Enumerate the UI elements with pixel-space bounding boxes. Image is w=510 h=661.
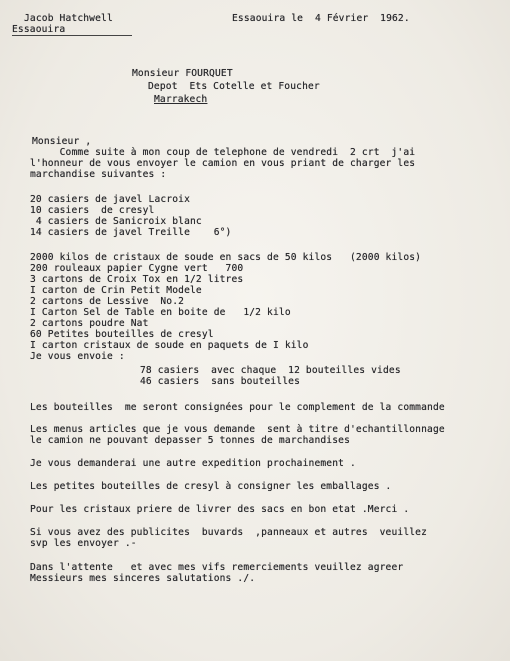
recipient-name: Monsieur FOURQUET bbox=[132, 68, 233, 79]
sender-name: Jacob Hatchwell bbox=[24, 13, 113, 24]
paragraph-line: Les menus articles que je vous demande sent à titre d'echantillonnage bbox=[30, 424, 445, 435]
paragraph-line: Les petites bouteilles de cresyl à consigner les emballages . bbox=[30, 481, 392, 492]
return-item: 78 casiers avec chaque 12 bouteilles vides bbox=[140, 365, 401, 376]
order-item: 200 rouleaux papier Cygne vert 700 bbox=[30, 263, 244, 274]
intro-line: marchandise suivantes : bbox=[30, 169, 167, 180]
order-item: I carton de Crin Petit Modele bbox=[30, 285, 202, 296]
order-item: 14 casiers de javel Treille 6°) bbox=[30, 227, 232, 238]
paragraph-line: le camion ne pouvant depasser 5 tonnes de marchandises bbox=[30, 435, 350, 446]
paragraph-line: Je vous demanderai une autre expedition prochainement . bbox=[30, 458, 356, 469]
order-item: 2 cartons poudre Nat bbox=[30, 318, 149, 329]
order-item: 2000 kilos de cristaux de soude en sacs de 50 kilos (2000 kilos) bbox=[30, 252, 422, 263]
order-item: I Carton Sel de Table en boite de 1/2 kilo bbox=[30, 307, 291, 318]
order-item: 10 casiers de cresyl bbox=[30, 205, 155, 216]
order-item: I carton cristaux de soude en paquets de I kilo bbox=[30, 340, 309, 351]
paragraph-line: Pour les cristaux priere de livrer des sacs en bon etat .Merci . bbox=[30, 504, 410, 515]
salutation: Monsieur , bbox=[32, 136, 92, 147]
recipient-company: Depot Ets Cotelle et Foucher bbox=[148, 81, 320, 92]
order-item: 60 Petites bouteilles de cresyl bbox=[30, 329, 214, 340]
paragraph-line: Messieurs mes sinceres salutations ./. bbox=[30, 573, 256, 584]
order-item: 20 casiers de javel Lacroix bbox=[30, 194, 190, 205]
paragraph-line: svp les envoyer .- bbox=[30, 538, 137, 549]
intro-line: Comme suite à mon coup de telephone de vendredi 2 crt j'ai bbox=[30, 147, 416, 158]
sender-city: Essaouira bbox=[12, 24, 66, 35]
recipient-city: Marrakech bbox=[154, 94, 208, 105]
paragraph-line: Dans l'attente et avec mes vifs remerciements veuillez agreer bbox=[30, 562, 404, 573]
signature-rule bbox=[12, 35, 132, 36]
order-item: 4 casiers de Sanicroix blanc bbox=[30, 216, 202, 227]
order-item: Je vous envoie : bbox=[30, 351, 125, 362]
order-item: 2 cartons de Lessive No.2 bbox=[30, 296, 185, 307]
intro-line: l'honneur de vous envoyer le camion en vous priant de charger les bbox=[30, 158, 416, 169]
return-item: 46 casiers sans bouteilles bbox=[140, 376, 300, 387]
paragraph-line: Les bouteilles me seront consignées pour le complement de la commande bbox=[30, 402, 445, 413]
place-date: Essaouira le 4 Février 1962. bbox=[232, 13, 410, 24]
paragraph-line: Si vous avez des publicites buvards ,panneaux et autres veuillez bbox=[30, 527, 428, 538]
order-item: 3 cartons de Croix Tox en 1/2 litres bbox=[30, 274, 244, 285]
